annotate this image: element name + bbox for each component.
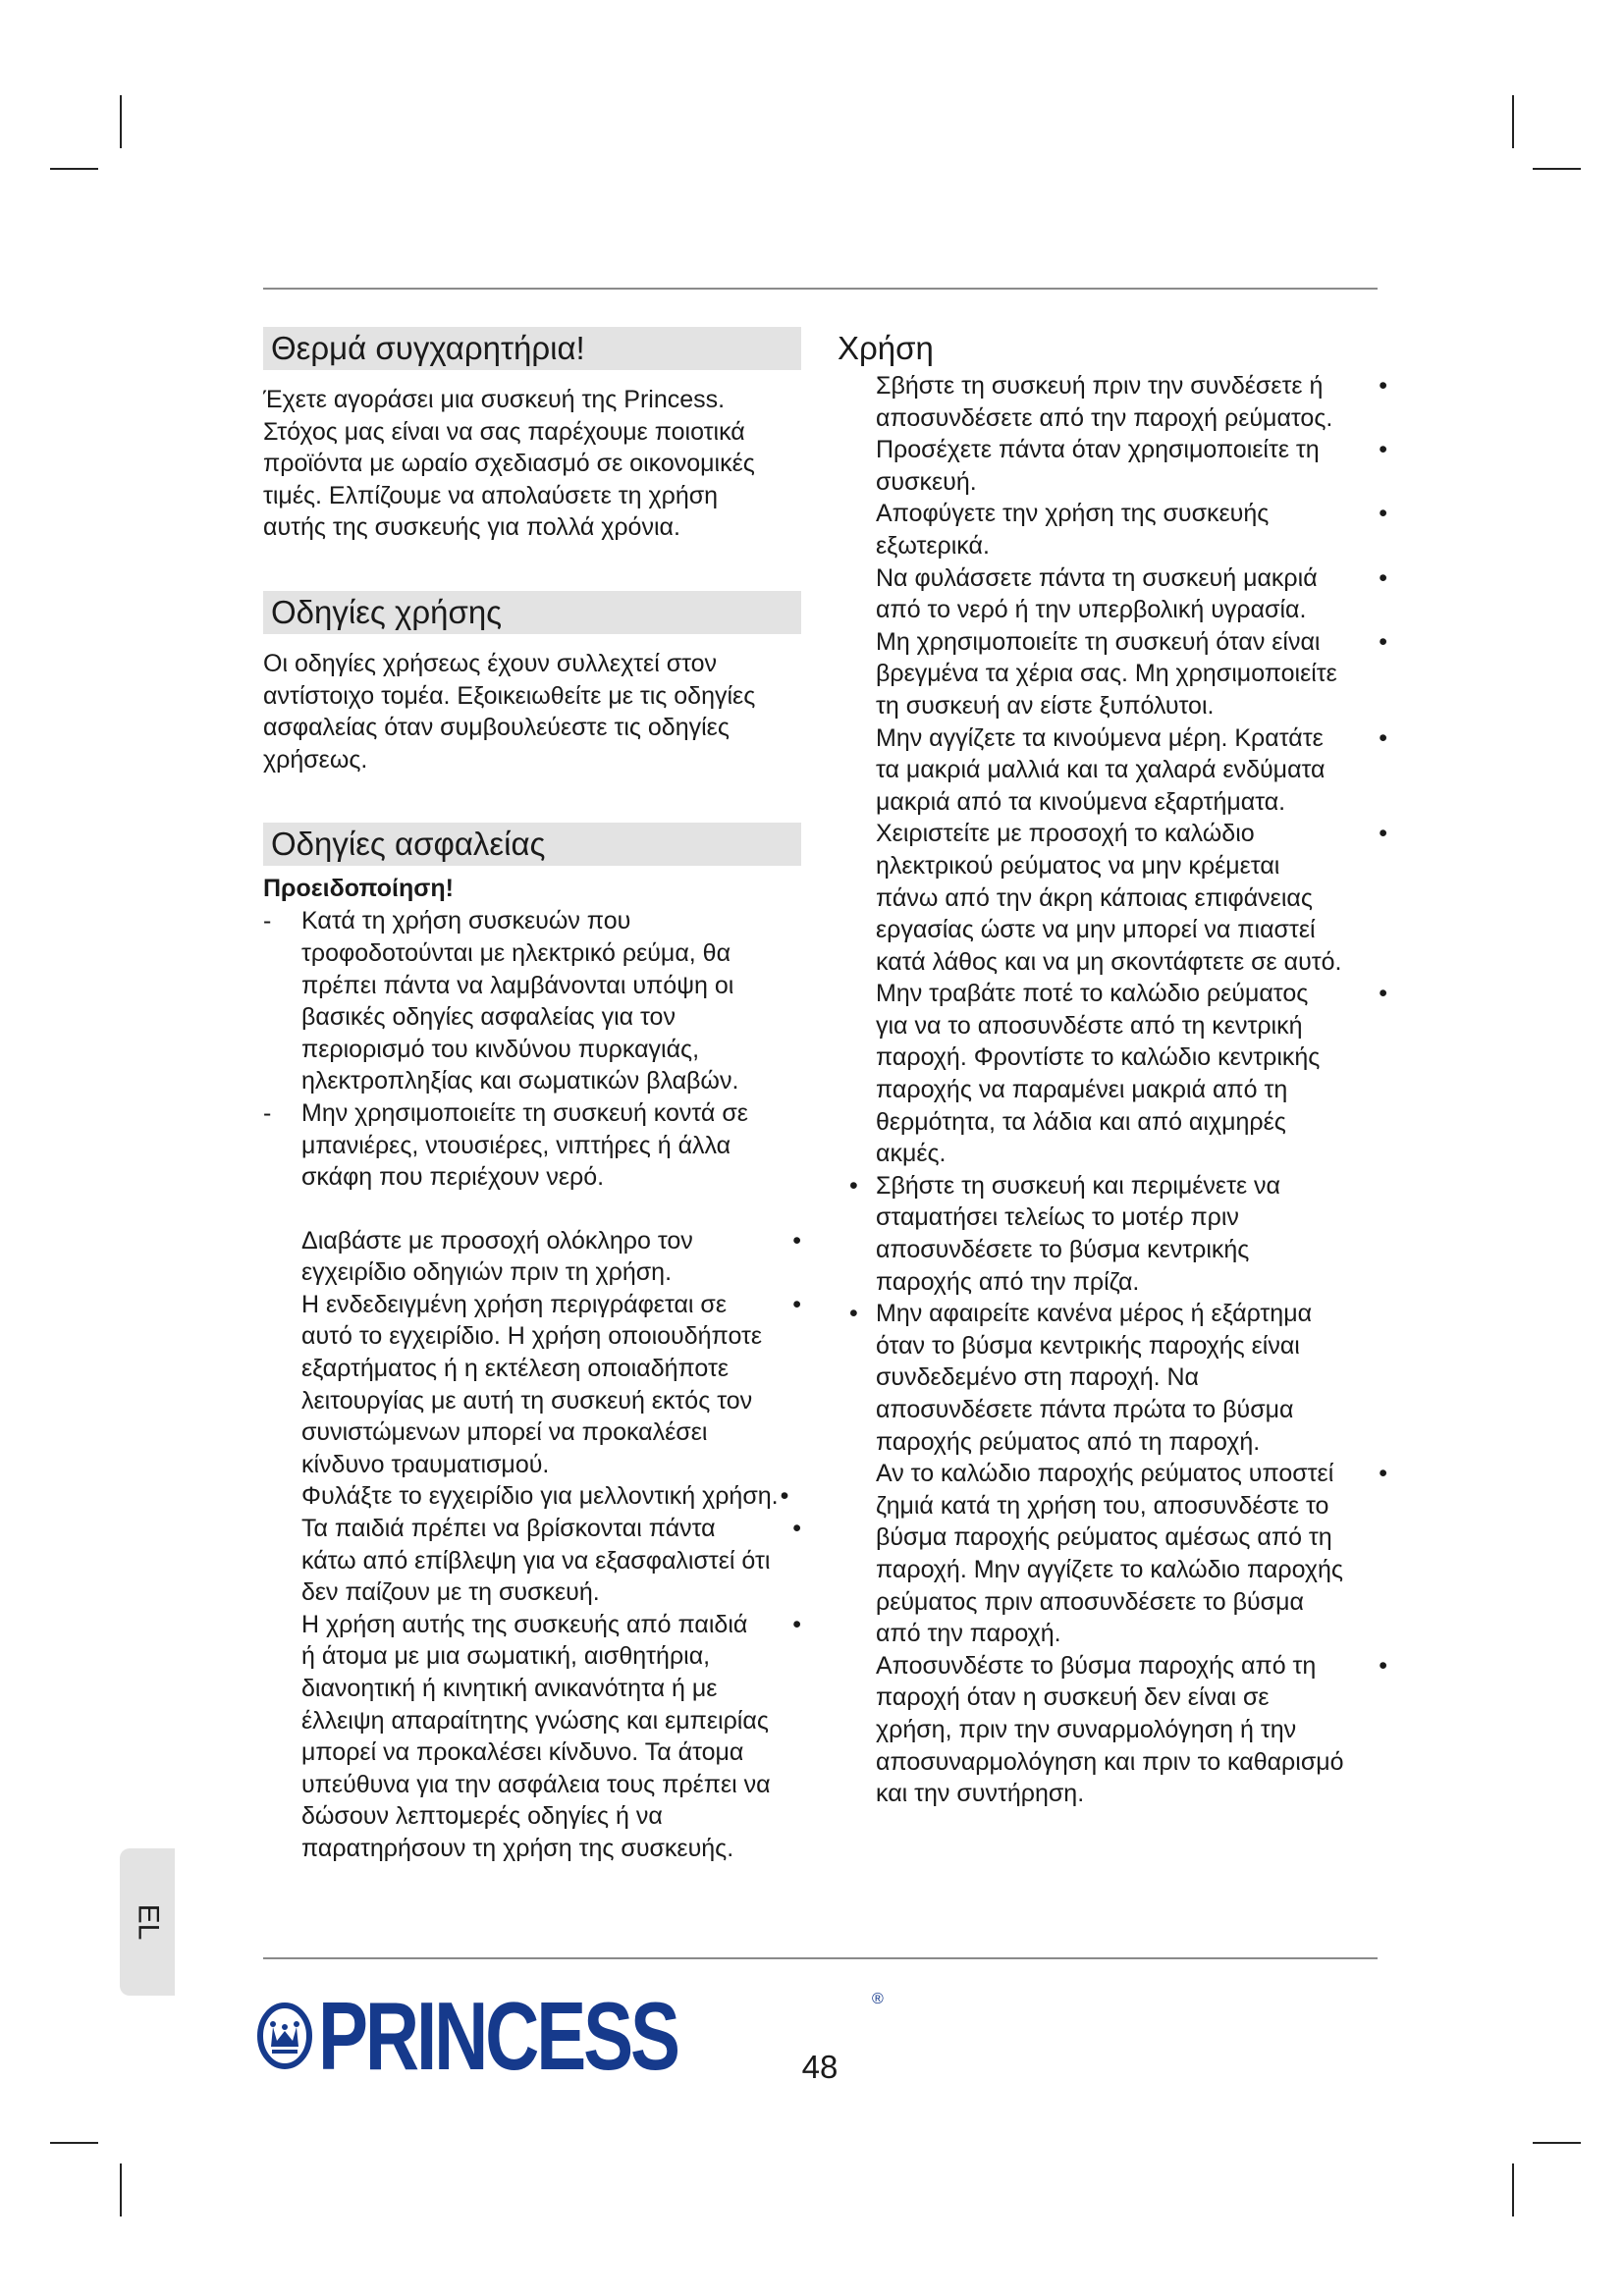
left-column (263, 327, 801, 1865)
text-line: ρεύματος πριν αποσυνδέσετε το βύσμα (876, 1587, 1304, 1616)
text-line: περιορισμό του κινδύνου πυρκαγιάς, (301, 1035, 700, 1063)
text-line (301, 1480, 801, 1513)
text-line: Έχετε αγοράσει μια συσκευή της Princess. (263, 386, 726, 413)
text-line: τροφοδοτούνται με ηλεκτρικό ρεύμα, θα (301, 938, 731, 967)
bullet-marker: • (1379, 1460, 1387, 1488)
text-line: Σβήστε τη συσκευή πριν την συνδέσετε ή (876, 372, 1324, 400)
text-line: παροχής από την πρίζα. (876, 1267, 1140, 1296)
text-line: τα μακριά μαλλιά και τα χαλαρά ενδύματα (876, 756, 1326, 784)
text-line: όταν το βύσμα κεντρικής παροχής είναι (876, 1331, 1300, 1360)
safety-bullet-list (263, 1225, 801, 1865)
list-item (876, 370, 1387, 434)
list-item (838, 1170, 1387, 1298)
text-line: Μην αγγίζετε τα κινούμενα μέρη. Κρατάτε (876, 723, 1324, 752)
text-line: εξαρτήματος ή η εκτέλεση οποιαδήποτε (301, 1355, 729, 1383)
text-line: βρεγμένα τα χέρια σας. Μη χρησιμοποιείτε (876, 660, 1337, 688)
text-line: κίνδυνο τραυματισμού. (301, 1450, 550, 1478)
safety-heading: Οδηγίες ασφαλείας (263, 823, 801, 866)
bullet-marker: • (1379, 980, 1387, 1008)
text-line: αντίστοιχο τομέα. Εξοικειωθείτε με τις οδηγίες (263, 681, 756, 710)
safety-dash-list (263, 905, 801, 1193)
bullet-marker: • (1379, 723, 1387, 752)
text-line: δεν παίζουν με τη συσκευή. (301, 1578, 600, 1607)
text-line: εργασίας ώστε να μην μπορεί να πιαστεί (876, 916, 1316, 944)
text-line: βασικές οδηγίες ασφαλείας για τον (301, 1003, 676, 1032)
bullet-marker: • (849, 1300, 858, 1328)
list-item (263, 1513, 801, 1609)
text-line: αποσυναρμολόγηση και πριν το καθαρισμό (876, 1747, 1344, 1776)
list-item (263, 1289, 801, 1481)
text-line: Αν το καλώδιο παροχής ρεύματος υποστεί (876, 1460, 1334, 1488)
dash-marker: - (263, 907, 272, 935)
brand-wordmark: PRINCESS (318, 1982, 677, 2090)
language-tab-label (120, 1848, 175, 1996)
list-item (876, 978, 1387, 1170)
text-line: αποσυνδέσετε πάντα πρώτα το βύσμα (876, 1396, 1294, 1423)
text-line: Σβήστε τη συσκευή και περιμένετε να (876, 1171, 1280, 1200)
text-line: από την παροχή. (876, 1620, 1061, 1648)
crop-mark (1512, 2163, 1514, 2216)
text-line: Χειριστείτε με προσοχή το καλώδιο (876, 820, 1255, 848)
list-item (263, 1097, 801, 1194)
text-line: Στόχος μας είναι να σας παρέχουμε ποιοτικά (263, 417, 745, 446)
crop-mark (1512, 95, 1514, 148)
text-line: τη συσκευή αν είστε ξυπόλυτοι. (876, 691, 1215, 720)
text-line: Αποσυνδέστε το βύσμα παροχής από τη (876, 1651, 1317, 1680)
text-line: Μην χρησιμοποιείτε τη συσκευή κοντά σε (301, 1098, 748, 1127)
text-line: διανοητική ή κινητική ανικανότητα ή με (301, 1675, 718, 1702)
language-code: EL (131, 1903, 164, 1941)
text-line: κάτω από επίβλεψη για να εξασφαλιστεί ότι (301, 1546, 771, 1575)
bullet-marker: • (792, 1290, 801, 1318)
text-line: Οι οδηγίες χρήσεως έχουν συλλεχτεί στον (263, 649, 718, 677)
text-line: παροχή. Μην αγγίζετε το καλώδιο παροχής (876, 1555, 1343, 1583)
list-item (263, 1609, 801, 1865)
text-line: για να το αποσυνδέστε από τη κεντρική (876, 1011, 1303, 1040)
text-line: ηλεκτρικού ρεύματος να μην κρέμεται (876, 851, 1280, 880)
crop-mark (1533, 168, 1581, 170)
text-line: Τα παιδιά πρέπει να βρίσκονται πάντα (301, 1515, 716, 1543)
text-line: ζημιά κατά τη χρήση του, αποσυνδέστε το (876, 1491, 1329, 1520)
bullet-marker: • (849, 1171, 858, 1200)
text-line: και την συντήρηση. (876, 1780, 1085, 1808)
text-line: ηλεκτροπληξίας και σωματικών βλαβών. (301, 1067, 739, 1095)
text-line: Η χρήση αυτής της συσκευής από παιδιά (301, 1610, 748, 1638)
list-item (876, 498, 1387, 561)
text-line: αποσυνδέσετε από την παροχή ρεύματος. (876, 403, 1333, 432)
crop-mark (1533, 2142, 1581, 2144)
crop-mark (50, 2142, 98, 2144)
text-line: συνιστώμενων μπορεί να προκαλέσει (301, 1418, 708, 1447)
list-item (876, 1458, 1387, 1650)
bullet-marker: • (1379, 372, 1387, 400)
page-number: 48 (801, 2049, 839, 2085)
bullet-marker: • (792, 1515, 801, 1543)
registered-mark: ® (872, 1991, 884, 2007)
text-line: βύσμα παροχής ρεύματος αμέσως από τη (876, 1523, 1332, 1552)
bullet-marker: • (1379, 820, 1387, 848)
crop-mark (50, 168, 98, 170)
text-line: σκάφη που περιέχουν νερό. (301, 1163, 605, 1192)
text-line: Κατά τη χρήση συσκευών που (301, 907, 631, 935)
text-line: ασφαλείας όταν συμβουλεύεστε τις οδηγίες (263, 714, 730, 742)
language-tab (120, 1848, 175, 1996)
text-line: Διαβάστε με προσοχή ολόκληρο τον (301, 1226, 693, 1255)
text-line: μπανιέρες, ντουσιέρες, νιπτήρες ή άλλα (301, 1131, 731, 1159)
text-line: μπορεί να προκαλέσει κίνδυνο. Τα άτομα (301, 1738, 744, 1767)
text-line: εγχειρίδιο οδηγιών πριν τη χρήση. (301, 1258, 673, 1287)
usage-bullet-list (838, 370, 1387, 1810)
text-line: αποσυνδέσετε το βύσμα κεντρικής (876, 1236, 1250, 1264)
warning-title: Προειδοποίηση! (263, 875, 454, 903)
bullet-marker: • (780, 1482, 789, 1511)
text-line: Μη χρησιμοποιείτε τη συσκευή όταν είναι (876, 627, 1321, 656)
text-line: παροχής ρεύματος από τη παροχή. (876, 1427, 1261, 1456)
bullet-text: Φυλάξτε το εγχειρίδιο για μελλοντική χρήση. (301, 1482, 779, 1511)
list-item (876, 818, 1387, 978)
text-line: σταματήσει τελείως το μοτέρ πριν (876, 1203, 1239, 1232)
top-rule (263, 288, 1378, 290)
welcome-heading: Θερμά συγχαρητήρια! (263, 327, 801, 370)
dash-marker: - (263, 1098, 272, 1127)
text-line: τιμές. Ελπίζουμε να απολαύσετε τη χρήση (263, 481, 719, 509)
bullet-marker: • (1379, 500, 1387, 528)
text-line: ακμές. (876, 1140, 947, 1168)
crown-emblem-icon (257, 2002, 312, 2070)
text-line: παροχή. Φροντίστε το καλώδιο κεντρικής (876, 1043, 1321, 1072)
list-item (876, 722, 1387, 819)
bottom-rule (263, 1957, 1378, 1959)
text-line: θερμότητα, τα λάδια και από αιχμηρές (876, 1107, 1286, 1136)
list-item (263, 1480, 801, 1513)
right-column (838, 327, 1387, 1810)
text-line: συσκευή. (876, 467, 977, 496)
text-line: χρήσεως. (263, 745, 368, 774)
text-line: συνδεδεμένο στη παροχή. Να (876, 1363, 1200, 1392)
text-line: χρήση, πριν την συναρμολόγηση ή την (876, 1715, 1297, 1743)
list-item (876, 626, 1387, 722)
text-line: αυτό το εγχειρίδιο. Η χρήση οποιουδήποτε (301, 1322, 763, 1351)
text-line: ή άτομα με μια σωματική, αισθητήρια, (301, 1642, 711, 1671)
text-line: Να φυλάσσετε πάντα τη συσκευή μακριά (876, 563, 1318, 592)
instructions-heading: Οδηγίες χρήσης (263, 591, 801, 634)
list-item (876, 1650, 1387, 1810)
bullet-marker: • (1379, 1651, 1387, 1680)
text-line: δώσουν λεπτομερές οδηγίες ή να (301, 1802, 663, 1831)
welcome-text (263, 384, 801, 544)
list-item (263, 905, 801, 1097)
text-line: από το νερό ή την υπερβολική υγρασία. (876, 596, 1307, 624)
text-line: Προσέχετε πάντα όταν χρησιμοποιείτε τη (876, 436, 1320, 464)
text-line: παρατηρήσουν τη χρήση της συσκευής. (301, 1834, 734, 1862)
list-item (876, 562, 1387, 626)
text-line: λειτουργίας με αυτή τη συσκευή εκτός τον (301, 1386, 753, 1415)
text-line: παροχή όταν η συσκευή δεν είναι σε (876, 1683, 1270, 1712)
text-line: υπεύθυνα για την ασφάλεια τους πρέπει να (301, 1770, 771, 1798)
bullet-marker: • (792, 1226, 801, 1255)
text-line: Η ενδεδειγμένη χρήση περιγράφεται σε (301, 1290, 727, 1318)
text-line: πάνω από την άκρη κάποιας επιφάνειας (876, 883, 1313, 912)
list-item (838, 1298, 1387, 1458)
text-line: μακριά από τα κινούμενα εξαρτήματα. (876, 787, 1286, 816)
bullet-marker: • (1379, 627, 1387, 656)
text-line: έλλειψη απαραίτητης γνώσης και εμπειρίας (301, 1706, 769, 1735)
text-line: αυτής της συσκευής για πολλά χρόνια. (263, 513, 680, 542)
list-item (876, 434, 1387, 498)
text-line: εξωτερικά. (876, 531, 990, 560)
text-line: πρέπει πάντα να λαμβάνονται υπόψη οι (301, 971, 734, 999)
crop-mark (120, 95, 122, 148)
bullet-marker: • (792, 1610, 801, 1638)
text-line: Μην τραβάτε ποτέ το καλώδιο ρεύματος (876, 980, 1309, 1008)
crop-mark (120, 2163, 122, 2216)
instructions-text (263, 648, 801, 775)
list-item (263, 1225, 801, 1289)
text-line: κατά λάθος και να μη σκοντάφτετε σε αυτό. (876, 947, 1342, 976)
text-line: προϊόντα με ωραίο σχεδιασμό σε οικονομικές (263, 450, 755, 478)
usage-heading: Χρήση (838, 330, 934, 366)
text-line: Μην αφαιρείτε κανένα μέρος ή εξάρτημα (876, 1300, 1313, 1328)
bullet-marker: • (1379, 563, 1387, 592)
text-line: παροχής να παραμένει μακριά από τη (876, 1076, 1288, 1104)
text-line: Αποφύγετε την χρήση της συσκευής (876, 500, 1270, 528)
bullet-marker: • (1379, 436, 1387, 464)
